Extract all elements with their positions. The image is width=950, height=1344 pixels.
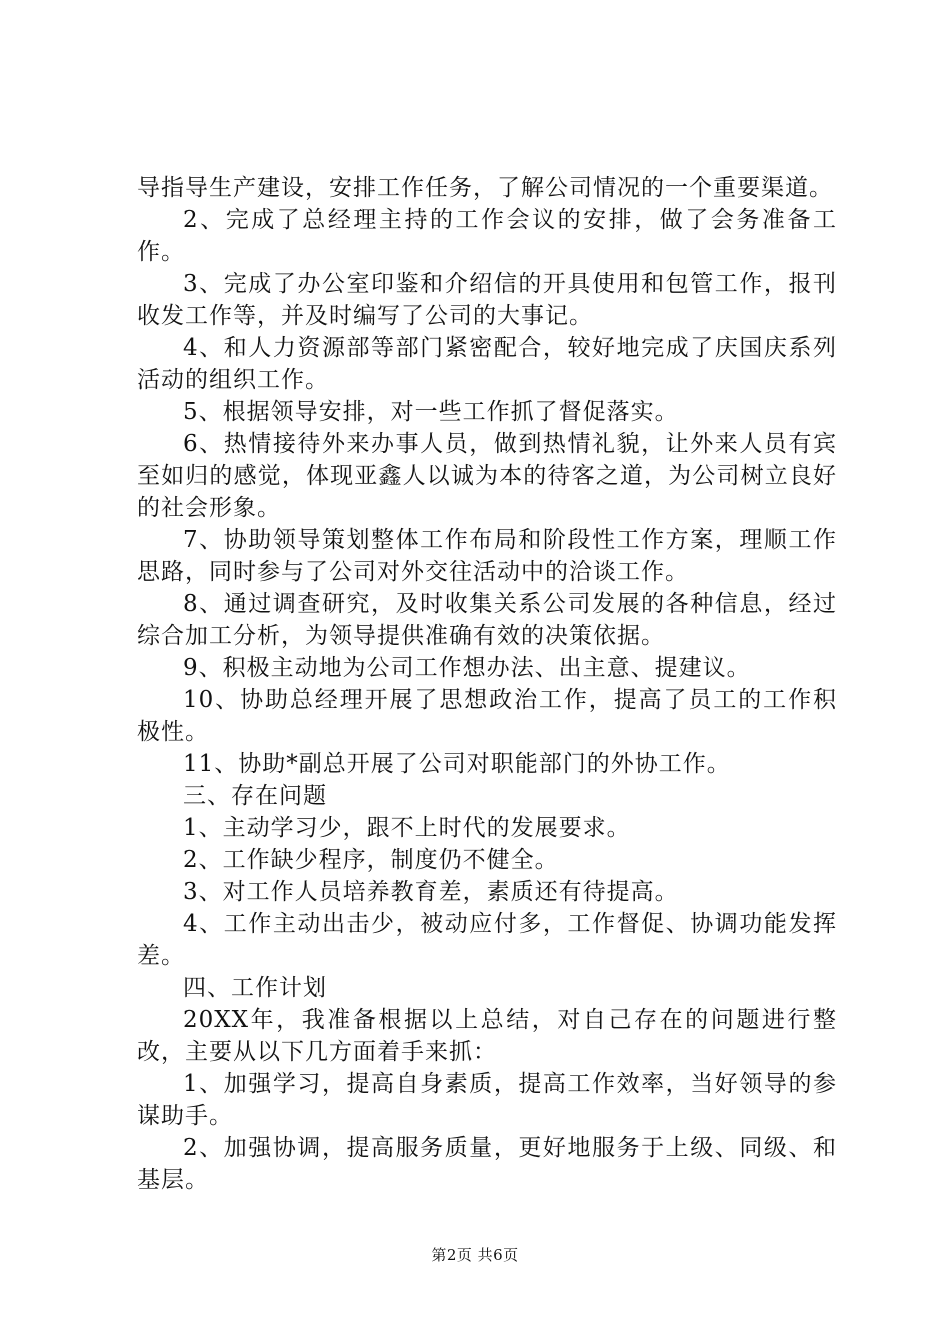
paragraph-4: 4、和人力资源部等部门紧密配合，较好地完成了庆国庆系列活动的组织工作。 bbox=[137, 335, 837, 393]
paragraph-5: 5、根据领导安排，对一些工作抓了督促落实。 bbox=[183, 399, 679, 425]
paragraph-19: 1、加强学习，提高自身素质，提高工作效率，当好领导的参谋助手。 bbox=[137, 1071, 837, 1129]
paragraph-18: 20XX年，我准备根据以上总结，对自己存在的问题进行整改，主要从以下几方面着手来抓： bbox=[137, 1007, 837, 1065]
paragraph-2: 2、完成了总经理主持的工作会议的安排，做了会务准备工作。 bbox=[137, 207, 837, 265]
paragraph-13: 1、主动学习少，跟不上时代的发展要求。 bbox=[183, 815, 631, 841]
paragraph-6: 6、热情接待外来办事人员，做到热情礼貌，让外来人员有宾至如归的感觉，体现亚鑫人以诚为本的待客之道，为公司树立良好的社会形象。 bbox=[137, 431, 837, 521]
paragraph-8: 8、通过调查研究，及时收集关系公司发展的各种信息，经过综合加工分析，为领导提供准确有效的决策依据。 bbox=[137, 591, 837, 649]
paragraph-15: 3、对工作人员培养教育差，素质还有待提高。 bbox=[183, 879, 679, 905]
section-heading-plan: 四、工作计划 bbox=[183, 975, 327, 1001]
paragraph-16: 4、工作主动出击少，被动应付多，工作督促、协调功能发挥差。 bbox=[137, 911, 837, 969]
paragraph-10: 10、协助总经理开展了思想政治工作，提高了员工的工作积极性。 bbox=[137, 687, 837, 745]
paragraph-14: 2、工作缺少程序，制度仍不健全。 bbox=[183, 847, 559, 873]
paragraph-11: 11、协助*副总开展了公司对职能部门的外协工作。 bbox=[183, 751, 731, 777]
paragraph-7: 7、协助领导策划整体工作布局和阶段性工作方案，理顺工作思路，同时参与了公司对外交往活动中的洽谈工作。 bbox=[137, 527, 837, 585]
paragraph-9: 9、积极主动地为公司工作想办法、出主意、提建议。 bbox=[183, 655, 751, 681]
page-number-footer: 第2页 共6页 bbox=[431, 1246, 519, 1264]
paragraph-3: 3、完成了办公室印鉴和介绍信的开具使用和包管工作，报刊收发工作等，并及时编写了公司的大事记。 bbox=[137, 271, 837, 329]
paragraph-1: 导指导生产建设，安排工作任务，了解公司情况的一个重要渠道。 bbox=[137, 175, 833, 201]
paragraph-20: 2、加强协调，提高服务质量，更好地服务于上级、同级、和基层。 bbox=[137, 1135, 837, 1193]
section-heading-problems: 三、存在问题 bbox=[183, 783, 327, 809]
document-body bbox=[137, 172, 837, 1196]
